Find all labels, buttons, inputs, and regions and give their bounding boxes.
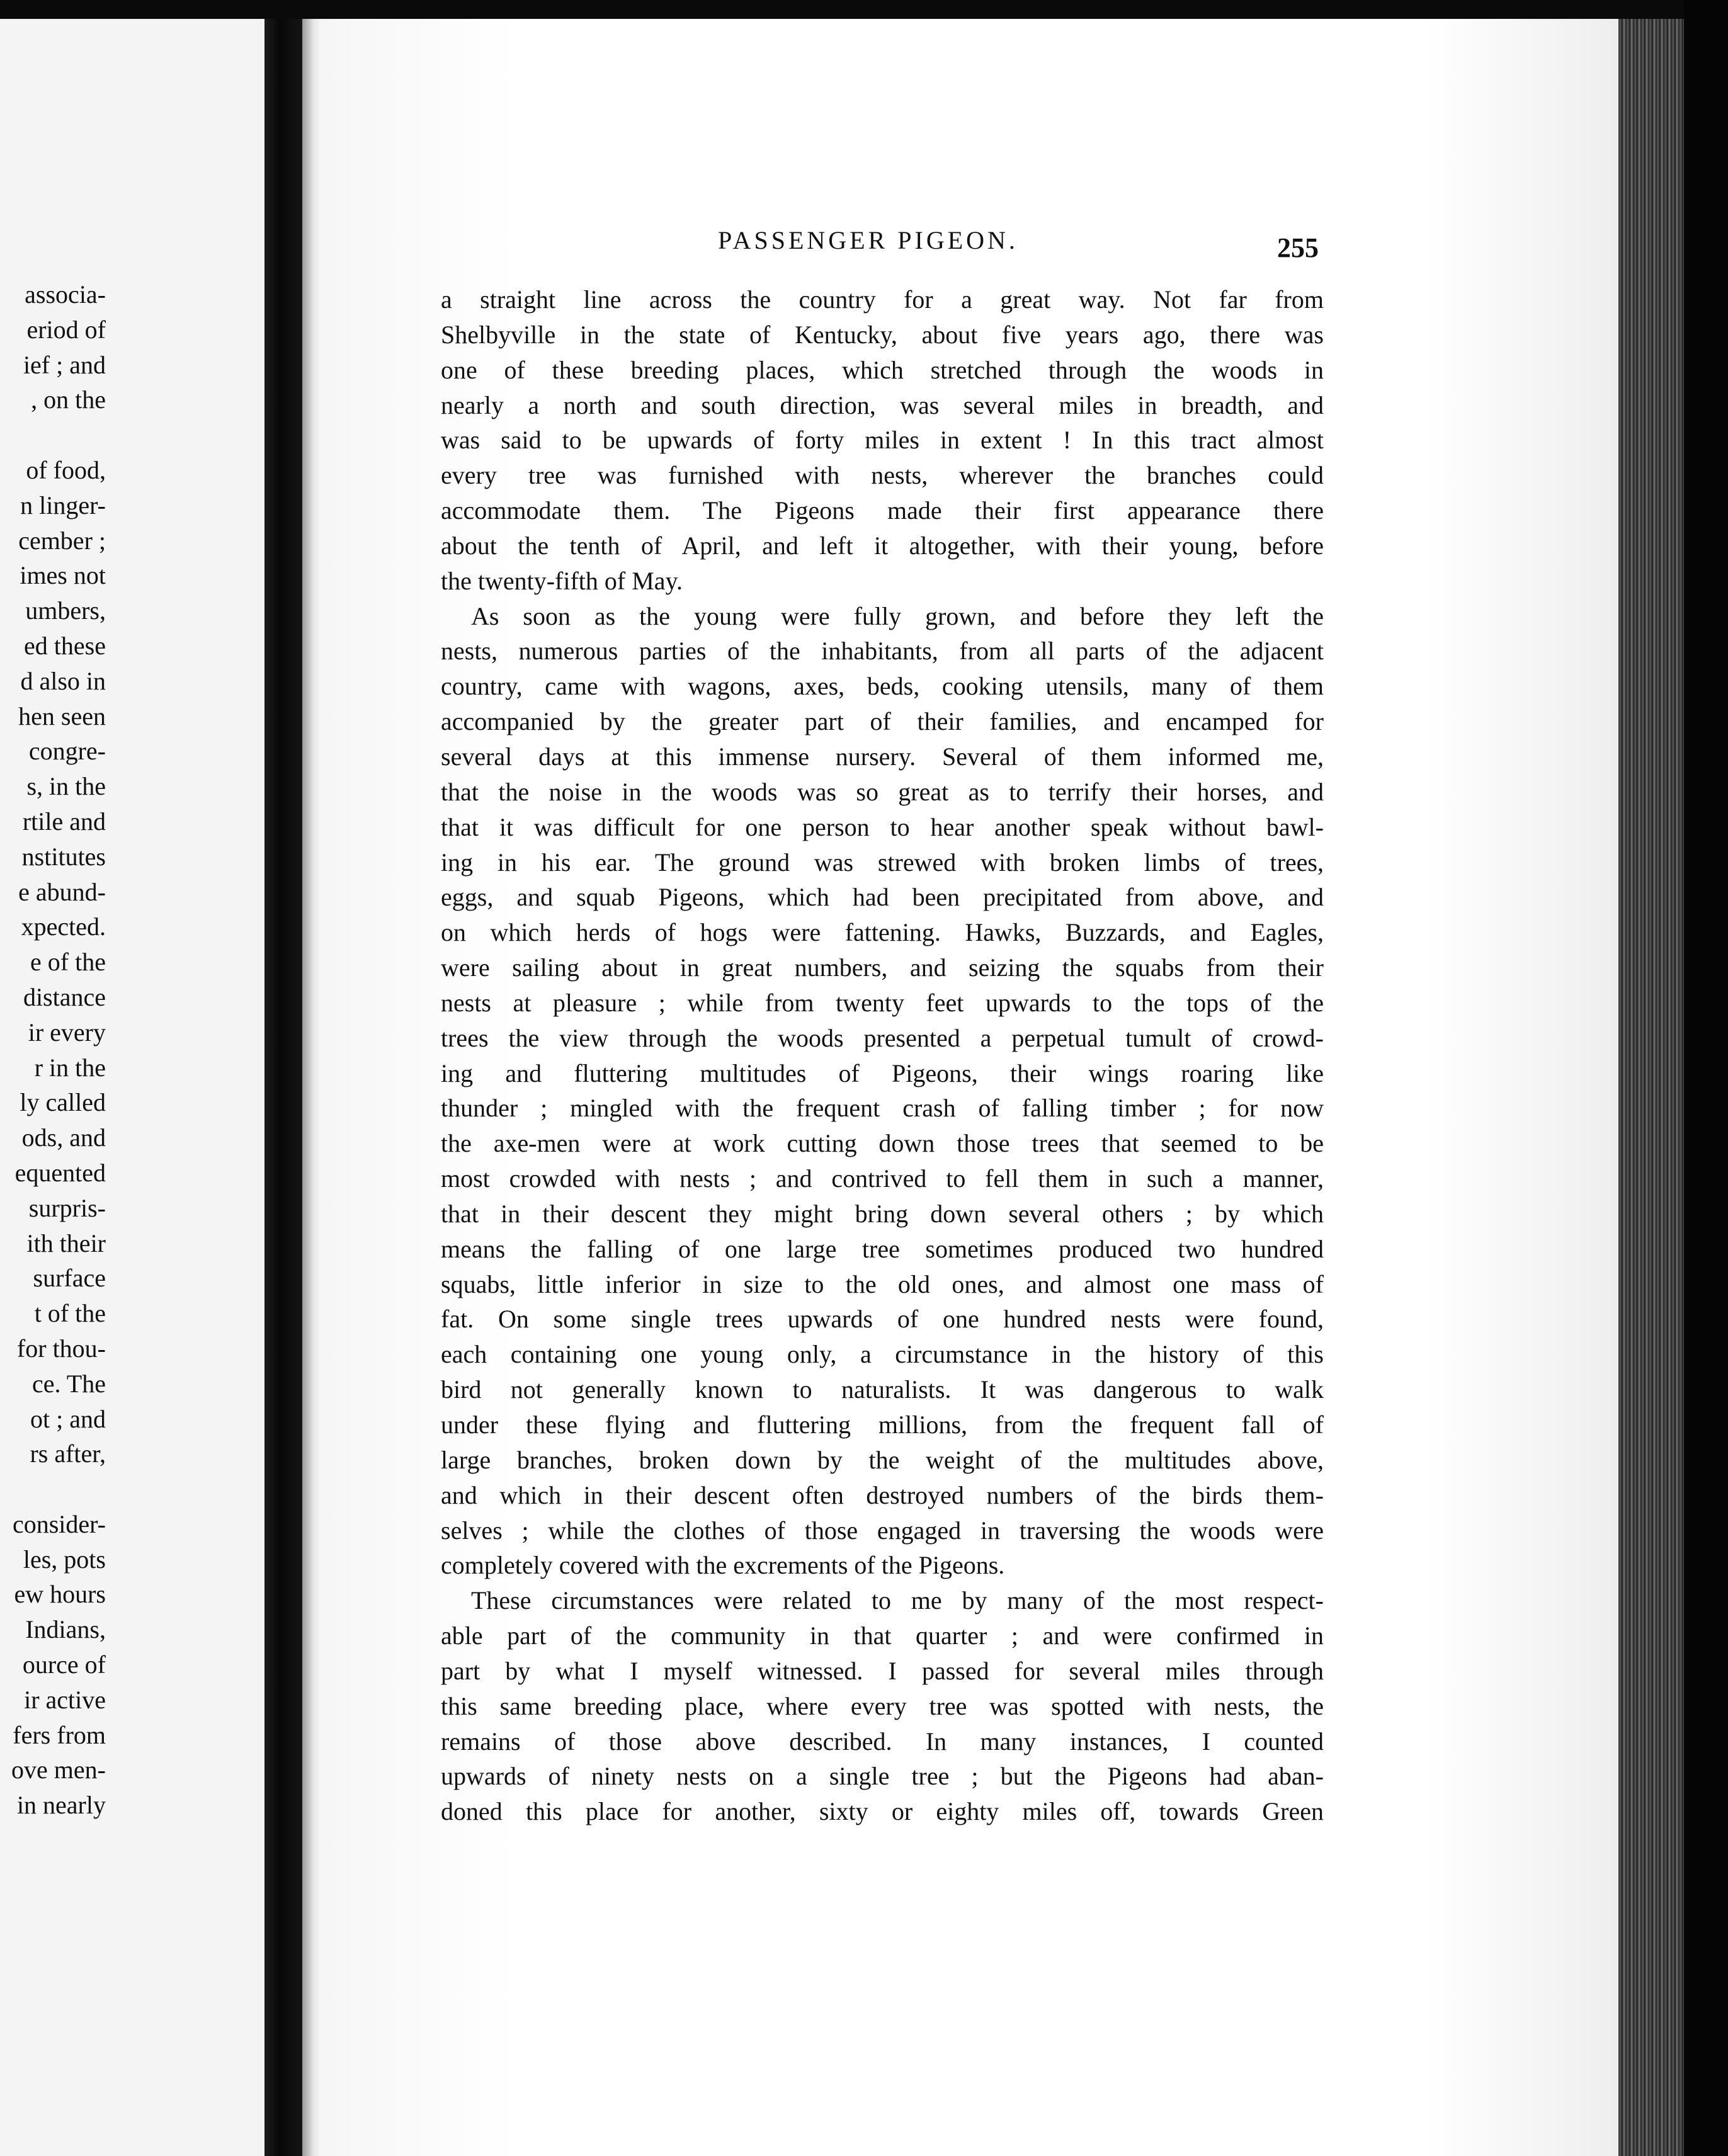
facing-page-line: les, pots — [23, 1545, 106, 1574]
text-line: that in their descent they might bring down several others ; by which — [441, 1199, 1324, 1228]
text-line: a straight line across the country for a great way. Not far from — [441, 285, 1324, 314]
text-line: several days at this immense nursery. Several of them informed me, — [441, 742, 1324, 771]
text-line: means the falling of one large tree sometimes produced two hundred — [441, 1234, 1324, 1263]
body-text — [441, 282, 1324, 1829]
facing-page-line: of food, — [26, 455, 106, 484]
text-line: accompanied by the greater part of their families, and encamped for — [441, 707, 1324, 736]
facing-page-line: rs after, — [30, 1439, 106, 1468]
page-edges — [1618, 19, 1684, 2156]
facing-page-line: hen seen — [18, 701, 106, 730]
text-line: every tree was furnished with nests, wherever the branches could — [441, 461, 1324, 490]
text-line: most crowded with nests ; and contrived to fell them in such a manner, — [441, 1164, 1324, 1193]
text-line: one of these breeding places, which stretched through the woods in — [441, 355, 1324, 384]
facing-page-line: eriod of — [26, 315, 106, 344]
text-line: under these flying and fluttering millions, from the frequent fall of — [441, 1410, 1324, 1439]
facing-page-line: e abund- — [18, 877, 106, 906]
text-line: nests at pleasure ; while from twenty feet upwards to the tops of the — [441, 988, 1324, 1017]
facing-page-line: surpris- — [28, 1193, 106, 1222]
scanner-top-band — [0, 0, 1728, 19]
facing-page-line: ir every — [28, 1018, 106, 1047]
text-line: large branches, broken down by the weight of the multitudes above, — [441, 1445, 1324, 1474]
text-line: nests, numerous parties of the inhabitants, from all parts of the adjacent — [441, 637, 1324, 666]
facing-page-line: consider- — [12, 1509, 106, 1538]
facing-page-line: ly called — [20, 1088, 106, 1117]
facing-page-line: r in the — [34, 1053, 106, 1082]
running-title: PASSENGER PIGEON. — [718, 226, 1018, 254]
facing-page-line: congre- — [28, 737, 106, 766]
facing-page-line: distance — [23, 982, 106, 1011]
facing-page-line: associa- — [25, 280, 106, 309]
facing-page-line: imes not — [20, 561, 106, 590]
text-line: Shelbyville in the state of Kentucky, about five years ago, there was — [441, 320, 1324, 349]
facing-page-line: ith their — [26, 1228, 106, 1257]
text-line: able part of the community in that quarter ; and were confirmed in — [441, 1621, 1324, 1650]
facing-page-line: nstitutes — [21, 842, 106, 871]
facing-page-line: for thou- — [16, 1334, 106, 1363]
text-line: that it was difficult for one person to hear another speak without bawl- — [441, 812, 1324, 841]
facing-page-line: ot ; and — [30, 1404, 106, 1433]
text-line: doned this place for another, sixty or eighty miles off, towards Green — [441, 1797, 1324, 1826]
page-number: 255 — [1277, 232, 1319, 263]
gutter-shadow — [302, 19, 321, 2156]
facing-page-line: ed these — [24, 631, 106, 660]
text-line: bird not generally known to naturalists. It was dangerous to walk — [441, 1375, 1324, 1404]
text-line: nearly a north and south direction, was several miles in breadth, and — [441, 390, 1324, 419]
facing-page-line: ce. The — [32, 1369, 106, 1398]
facing-page-text — [0, 277, 106, 1823]
text-line: ing and fluttering multitudes of Pigeons, their wings roaring like — [441, 1058, 1324, 1087]
facing-page-line: ods, and — [21, 1123, 106, 1152]
text-line: These circumstances were related to me by many of the most respect- — [471, 1586, 1324, 1615]
scanner-right-band — [1684, 0, 1728, 2156]
text-line: part by what I myself witnessed. I passed for several miles through — [441, 1656, 1324, 1685]
facing-page-line: xpected. — [21, 912, 106, 941]
text-line: eggs, and squab Pigeons, which had been precipitated from above, and — [441, 883, 1324, 912]
text-line: As soon as the young were fully grown, and before they left the — [471, 601, 1324, 630]
facing-page — [0, 19, 264, 2156]
text-line: thunder ; mingled with the frequent crash of falling timber ; for now — [441, 1094, 1324, 1123]
facing-page-line: ir active — [24, 1685, 106, 1714]
text-line: the axe-men were at work cutting down those trees that seemed to be — [441, 1129, 1324, 1158]
text-line: this same breeding place, where every tree was spotted with nests, the — [441, 1691, 1324, 1720]
facing-page-line: cember ; — [18, 526, 106, 555]
facing-page-line: ource of — [22, 1650, 106, 1679]
text-line: squabs, little inferior in size to the old ones, and almost one mass of — [441, 1269, 1324, 1298]
text-line: selves ; while the clothes of those engaged in traversing the woods were — [441, 1516, 1324, 1545]
facing-page-line: ove men- — [11, 1756, 106, 1784]
text-line: remains of those above described. In many instances, I counted — [441, 1727, 1324, 1756]
facing-page-line: surface — [33, 1264, 106, 1293]
facing-page-line: equented — [14, 1158, 106, 1187]
text-line: fat. On some single trees upwards of one hundred nests were found, — [441, 1305, 1324, 1334]
facing-page-line — [0, 1472, 106, 1507]
text-line: were sailing about in great numbers, and seizing the squabs from their — [441, 953, 1324, 982]
facing-page-line: Indians, — [25, 1615, 106, 1644]
facing-page-line: d also in — [20, 666, 106, 695]
text-line: about the tenth of April, and left it altogether, with their young, before — [441, 531, 1324, 560]
text-line: the twenty-fifth of May. — [441, 566, 683, 595]
facing-page-line: rtile and — [22, 807, 106, 836]
facing-page-line: fers from — [13, 1720, 106, 1749]
facing-page-line: e of the — [30, 948, 106, 977]
facing-page-line: n linger- — [20, 491, 106, 519]
text-line: accommodate them. The Pigeons made their first appearance there — [441, 496, 1324, 525]
text-line: that the noise in the woods was so great as to terrify their horses, and — [441, 777, 1324, 806]
book-gutter — [264, 19, 302, 2156]
text-line: on which herds of hogs were fattening. Hawks, Buzzards, and Eagles, — [441, 918, 1324, 947]
facing-page-line: ief ; and — [23, 350, 106, 379]
text-line: each containing one young only, a circumstance in the history of this — [441, 1340, 1324, 1369]
facing-page-line: t of the — [34, 1299, 106, 1328]
facing-page-line: , on the — [31, 385, 106, 414]
text-line: country, came with wagons, axes, beds, cooking utensils, many of them — [441, 672, 1324, 701]
text-line: and which in their descent often destroyed numbers of the birds them- — [441, 1480, 1324, 1509]
text-line: was said to be upwards of forty miles in extent ! In this tract almost — [441, 426, 1324, 455]
text-line: ing in his ear. The ground was strewed with broken limbs of trees, — [441, 848, 1324, 877]
facing-page-line: umbers, — [25, 596, 106, 625]
facing-page-line: in nearly — [16, 1791, 106, 1820]
facing-page-line — [0, 417, 106, 453]
text-line: completely covered with the excrements of the Pigeons. — [441, 1551, 1005, 1580]
facing-page-line: ew hours — [14, 1580, 106, 1609]
text-line: trees the view through the woods presented a perpetual tumult of crowd- — [441, 1023, 1324, 1052]
facing-page-line: s, in the — [26, 772, 106, 801]
text-line: upwards of ninety nests on a single tree ; but the Pigeons had aban- — [441, 1762, 1324, 1791]
